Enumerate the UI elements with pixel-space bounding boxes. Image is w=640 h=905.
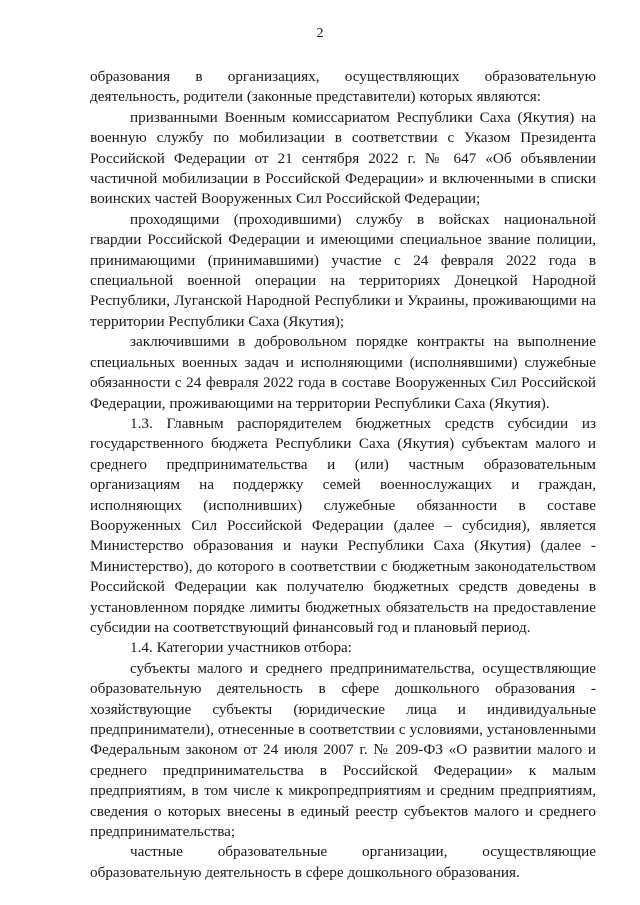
page-number: 2 — [316, 26, 324, 41]
paragraph-mobilized: призванными Военным комиссариатом Республики Саха (Якутия) на военную службу по мобилизации в соответствии с Указом Президента Российской Федерации от 21 сентября 2022 г. № 647 «Об объявлении частичной мобилизации в Российской Федерации» и включенными в списки воинских частей Вооруженных Сил Российской Федерации; — [90, 108, 596, 208]
paragraph-1-3: 1.3. Главным распорядителем бюджетных средств субсидии из государственного бюджета Республики Саха (Якутия) субъектам малого и среднего предпринимательства и (или) частным образовательным организациям на поддержку семей военнослужащих и граждан, исполняющих (исполнивших) служебные обязанности в составе Вооруженных Сил Российской Федерации (далее – субсидия), является Министерство образования и науки Республики Саха (Якутия) (далее - Министерство), до которого в соответствии с бюджетным законодательством Российской Федерации как получателю бюджетных средств доведены в установленном порядке лимиты бюджетных обязательств на предоставление субсидии на соответствующий финансовый год и плановый период. — [90, 414, 596, 636]
paragraph-sme: субъекты малого и среднего предпринимательства, осуществляющие образовательную деятельность в сфере дошкольного образования - хозяйствующие субъекты (юридические лица и индивидуальные предприниматели), отнесенные в соответствии с условиями, установленными Федеральным законом от 24 июля 2007 г. № 209-ФЗ «О развитии малого и среднего предпринимательства в Российской Федерации» к малым предприятиям, в том числе к микропредприятиям и средним предприятиям, сведения о которых внесены в единый реестр субъектов малого и среднего предпринимательства; — [90, 659, 596, 841]
paragraph-contract: заключившими в добровольном порядке контракты на выполнение специальных военных задач и исполняющими (исполнявшими) служебные обязанности с 24 февраля 2022 года в составе Вооруженных Сил Российской Федерации, проживающими на территории Республики Саха (Якутия). — [90, 333, 596, 412]
paragraph-national-guard: проходящими (проходившими) службу в войсках национальной гвардии Российской Федерации и имеющими специальное звание полиции, принимающими (принимавшими) участие с 24 февраля 2022 года в специальной военной операции на территориях Донецкой Народной Республики, Луганской Народной Республики и Украины, проживающими на территории Республики Саха (Якутия); — [90, 210, 596, 330]
paragraph-private-orgs: частные образовательные организации, осуществляющие образовательную деятельность в сфере дошкольного образования. — [90, 843, 596, 881]
document-body — [90, 67, 596, 883]
paragraph-1-4: 1.4. Категории участников отбора: — [130, 639, 353, 657]
paragraph-continuation: образования в организациях, осуществляющих образовательную деятельность, родители (законные представители) которых являются: — [90, 68, 596, 106]
